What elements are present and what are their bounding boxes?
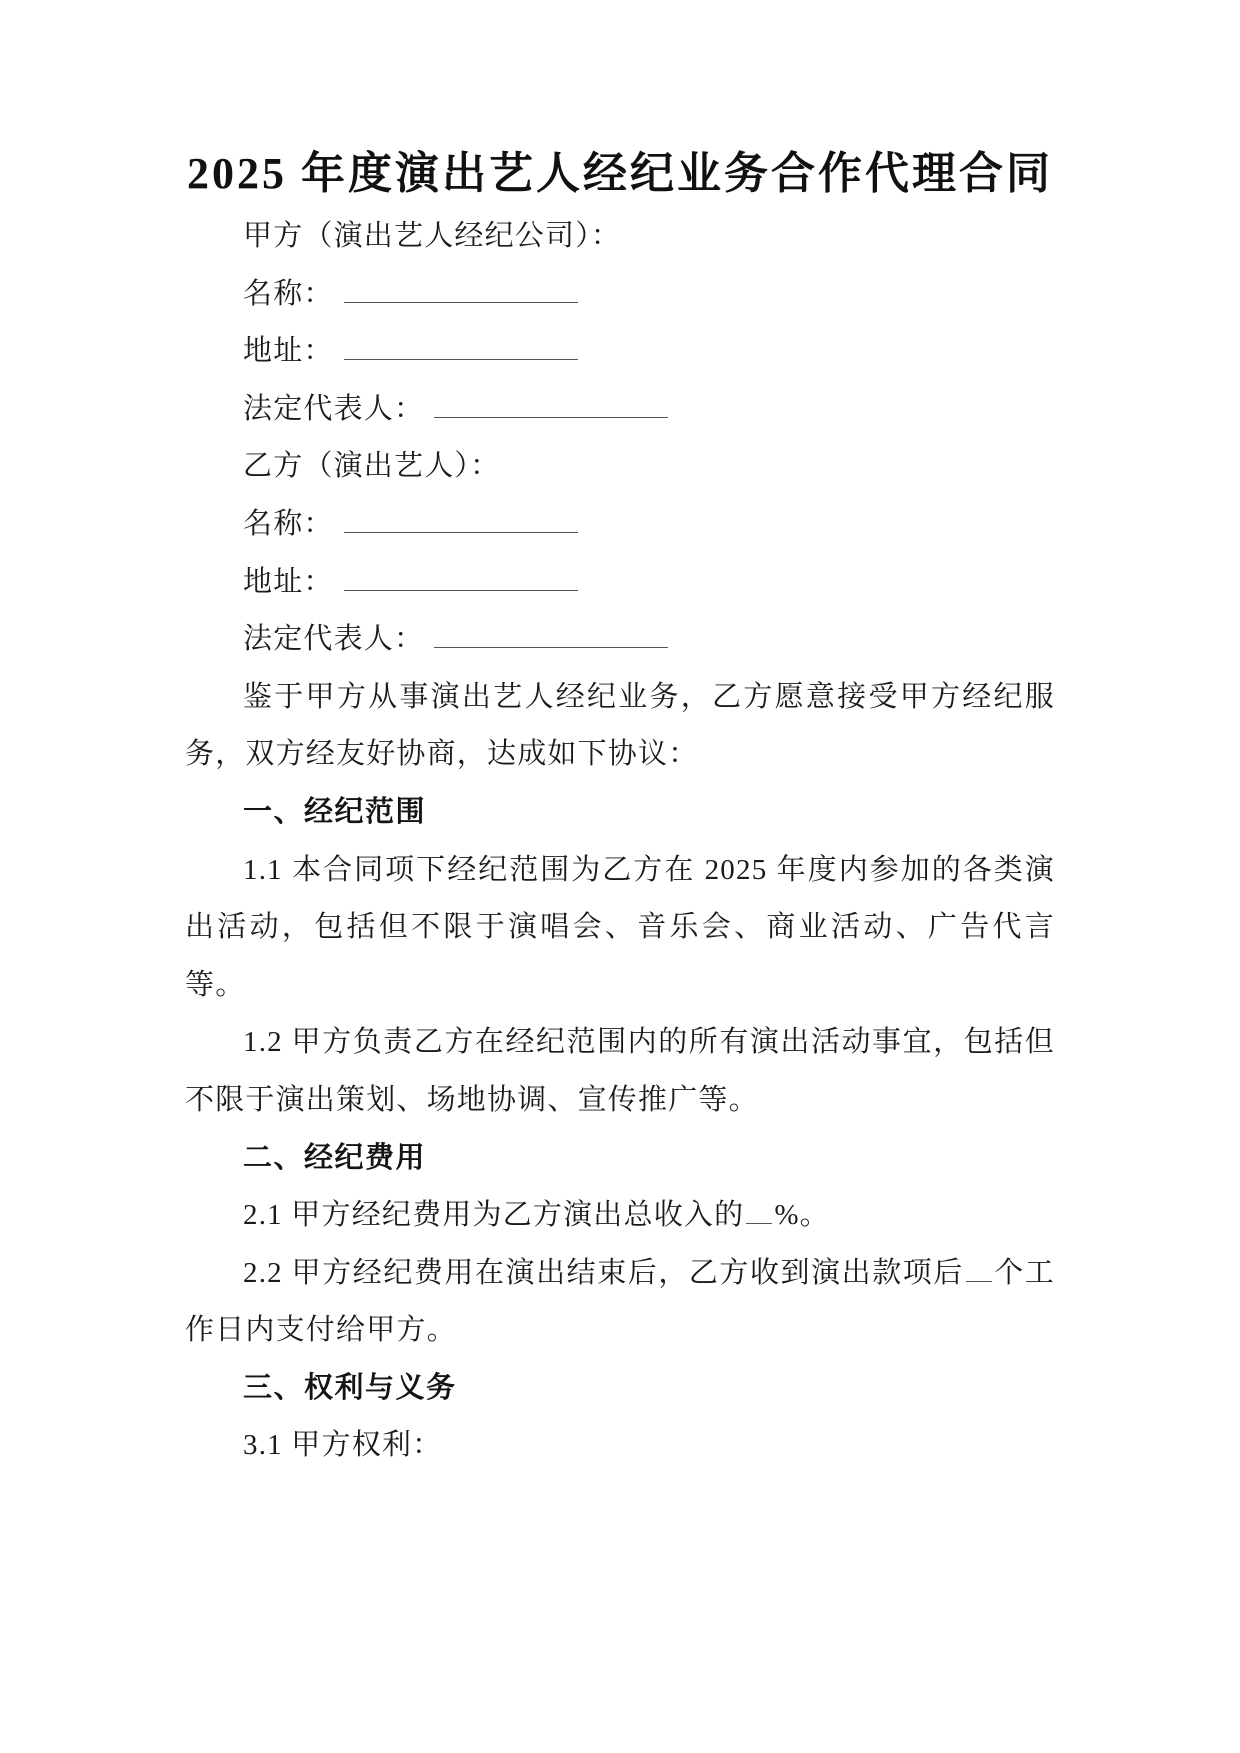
party-b-address-blank-line xyxy=(344,561,578,591)
field-label: 地址： xyxy=(243,335,334,368)
clause-2-2-text-before: 2.2 甲方经纪费用在演出结束后，乙方收到演出款项后 xyxy=(243,1256,964,1289)
party-b-heading xyxy=(185,438,1055,496)
party-b-name-blank-line xyxy=(344,503,578,533)
field-label: 法定代表人： xyxy=(243,392,425,425)
clause-2-2-text-after: 个工作日内支付给甲方。 xyxy=(185,1256,1056,1347)
field-label: 法定代表人： xyxy=(243,623,425,656)
party-b-address-row xyxy=(185,554,1055,612)
clause-2-1 xyxy=(185,1187,1055,1245)
section-1-heading: 一、经纪范围 xyxy=(243,795,427,828)
party-a-address-row xyxy=(185,323,1055,381)
clause-1-1: 1.1 本合同项下经纪范围为乙方在 2025 年度内参加的各类演出活动，包括但不限于演唱会、音乐会、商业活动、广告代言等。 xyxy=(185,853,1055,1001)
clause-2-1-text-after: %。 xyxy=(774,1199,830,1232)
party-b-representative-row xyxy=(185,611,1055,669)
preamble-paragraph: 鉴于甲方从事演出艺人经纪业务，乙方愿意接受甲方经纪服务，双方经友好协商，达成如下协议： xyxy=(185,680,1055,771)
party-a-representative-row xyxy=(185,381,1055,439)
section-3-heading: 三、权利与义务 xyxy=(243,1371,457,1404)
party-b-name-row xyxy=(185,496,1055,554)
party-a-heading xyxy=(185,208,1055,266)
field-label: 地址： xyxy=(243,565,334,598)
party-b-representative-blank-line xyxy=(434,618,668,648)
party-a-name-row xyxy=(185,266,1055,324)
section-2-heading: 二、经纪费用 xyxy=(243,1141,427,1174)
field-label: 名称： xyxy=(243,507,334,540)
contract-title: 2025 年度演出艺人经纪业务合作代理合同 xyxy=(187,149,1053,198)
party-a-representative-blank-line xyxy=(434,388,668,418)
clause-3-1: 3.1 甲方权利： xyxy=(243,1429,443,1462)
party-a-heading-text: 甲方（演出艺人经纪公司）： xyxy=(243,220,622,252)
clause-1-2: 1.2 甲方负责乙方在经纪范围内的所有演出活动事宜，包括但不限于演出策划、场地协调、宣传推广等。 xyxy=(185,1026,1055,1116)
clause-2-2 xyxy=(185,1245,1055,1360)
commission-percentage-blank xyxy=(746,1194,772,1224)
party-a-address-blank-line xyxy=(344,330,578,360)
working-days-blank xyxy=(966,1252,992,1282)
field-label: 名称： xyxy=(243,277,334,310)
party-b-heading-text: 乙方（演出艺人）： xyxy=(243,450,501,483)
clause-2-1-text-before: 2.1 甲方经纪费用为乙方演出总收入的 xyxy=(243,1199,745,1232)
party-a-name-blank-line xyxy=(344,273,578,303)
